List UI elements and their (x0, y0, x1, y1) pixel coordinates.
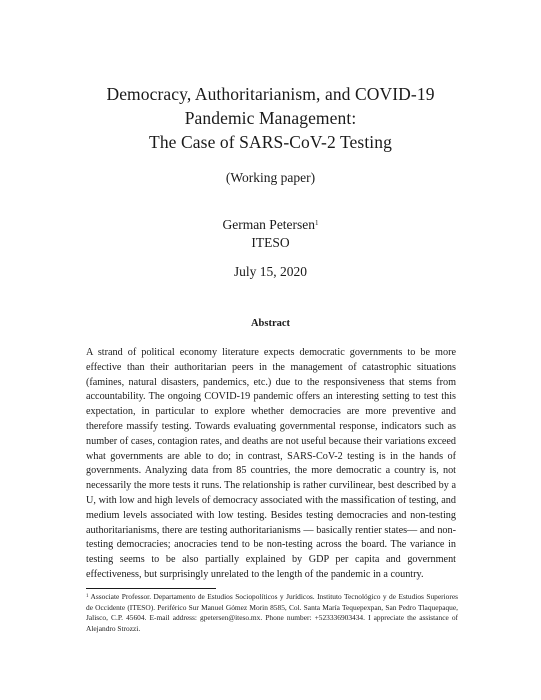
abstract-heading: Abstract (250, 318, 291, 329)
footnote-divider (86, 588, 216, 589)
author-name: German Petersen (222, 217, 316, 232)
footnote (86, 592, 458, 634)
author-institution: ITESO (251, 235, 290, 250)
title-line-1: Democracy, Authoritarianism, and COVID-19 (106, 84, 435, 104)
footnote-text: Associate Professor. Departamento de Estudios Sociopolíticos y Jurídicos. Instituto Tecnológico y de Estudios Superiores de Occidente (ITESO). Periférico Sur Manuel Gómez Morin 8585, Col. Santa María Tequepexpan, San Pedro Tlaquepaque, Jalisco, C.P. 45604. E-mail address: gpetersen@iteso.mx. Phone number: +523336903434. I appreciate the assistance of Alejandro Strozzi. (86, 592, 458, 633)
paper-title (60, 82, 481, 154)
paper-subtitle: (Working paper) (225, 170, 316, 185)
author-footnote-mark: 1 (315, 219, 319, 227)
title-line-2: Pandemic Management: (184, 108, 357, 128)
abstract-text: A strand of political economy literature expects democratic governments to be more effective than their authoritarian peers in the management of catastrophic situations (famines, natural disasters, pandemics, etc.) due to the responsiveness that stems from accountability. The ongoing COVID-19 pandemic offers an interesting setting to test this expectation, in particular to explore whether democracies are more preventive and therefore massify testing. Towards evaluating governmental response, indicators such as number of cases, contagion rates, and deaths are not useful because their variations exceed what governments are able to do; in contrast, SARS-CoV-2 testing is in the hands of governments. Analyzing data from 85 countries, the more democratic a country is, not necessarily the more tests it runs. The relationship is rather curvilinear, best described by a U, with low and high levels of democracy associated with the massification of testing, and medium levels associated with low testing. Besides testing democracies and non-testing authoritarianisms, there are testing authoritarianisms — basically rentier states— and non-testing democracies; anocracies tend to be non-testing across the board. The variance in testing seems to be also partially explained by GDP per capita and government effectiveness, but surprisingly unrelated to the length of the pandemic in a country. (86, 347, 456, 580)
author-block (60, 216, 481, 252)
title-line-3: The Case of SARS-CoV-2 Testing (149, 132, 392, 152)
paper-date: July 15, 2020 (233, 264, 308, 279)
footnote-mark: 1 (86, 594, 89, 599)
